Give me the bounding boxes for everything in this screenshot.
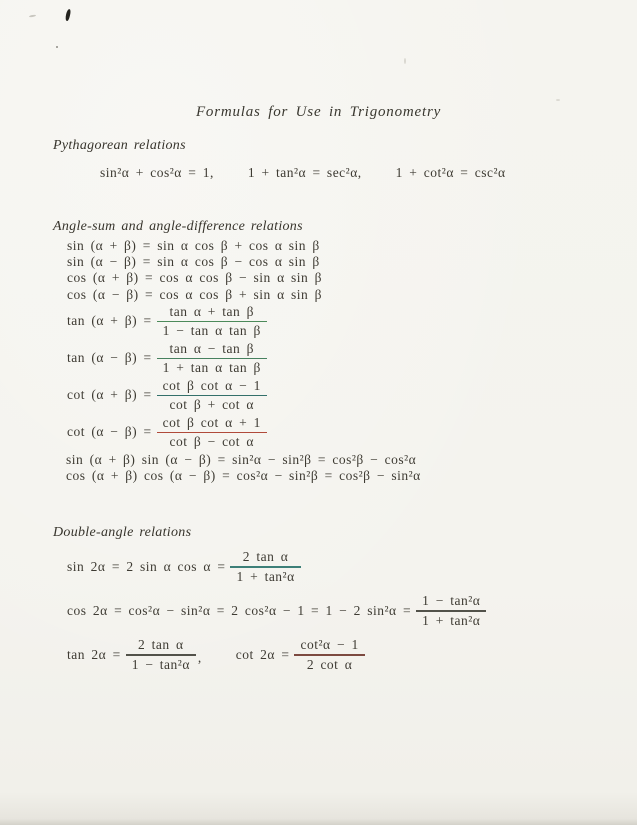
pythagorean-identities	[100, 165, 637, 181]
fraction-bar	[416, 610, 486, 612]
fraction-numerator: cot β cot α + 1	[162, 414, 261, 430]
fraction-bar	[294, 654, 364, 656]
formula-lhs: tan (α − β) =	[67, 350, 152, 366]
fraction-numerator: tan α + tan β	[169, 303, 255, 319]
formula-cot-csc-identity: 1 + cot²α = csc²α	[395, 165, 506, 180]
fraction-numerator: cot²α − 1	[300, 637, 359, 653]
fraction-bar	[157, 321, 267, 323]
fraction	[416, 593, 486, 629]
fraction-denominator: 1 + tan α tan β	[162, 360, 261, 376]
fraction-denominator: cot β − cot α	[169, 434, 255, 450]
page-title: Formulas for Use in Trigonometry	[195, 104, 442, 120]
formula-cos-product: cos (α + β) cos (α − β) = cos²α − sin²β = cos²β − sin²α	[66, 468, 421, 484]
formula-cos-difference: cos (α − β) = cos α cos β + sin α sin β	[67, 286, 323, 302]
fraction	[230, 549, 300, 585]
formula-lhs: cot 2α =	[235, 647, 290, 663]
formula-cot-sum	[0, 377, 637, 414]
formula-lhs: cos 2α = cos²α − sin²α = 2 cos²α − 1 = 1 − 2 sin²α =	[67, 603, 412, 619]
fraction-bar	[157, 395, 267, 397]
section-double-angle	[0, 525, 637, 675]
pen-mark	[65, 9, 72, 22]
fraction-numerator: cot β cot α − 1	[162, 377, 261, 393]
formula-sin-sum: sin (α + β) = sin α cos β + cos α sin β	[67, 238, 320, 253]
formula-tan-sec-identity: 1 + tan²α = sec²α,	[247, 165, 362, 180]
formula-tan-difference	[0, 340, 637, 377]
formula-cos-sum: cos (α + β) = cos α cos β − sin α sin β	[67, 270, 323, 286]
fraction-numerator: 2 tan α	[242, 549, 289, 565]
fraction	[294, 637, 364, 673]
formula-lhs: cot (α + β) =	[67, 387, 152, 403]
fraction-bar	[230, 566, 300, 568]
fraction-bar	[157, 358, 267, 360]
section-pythagorean	[0, 138, 637, 181]
scan-speck	[404, 58, 406, 64]
fraction	[157, 304, 267, 340]
fraction-denominator: 1 − tan²α	[131, 656, 190, 672]
formula-tan-sum	[0, 303, 637, 340]
fraction-denominator: 1 − tan α tan β	[162, 323, 261, 339]
fraction	[126, 637, 196, 673]
formula-sin-product: sin (α + β) sin (α − β) = sin²α − sin²β = cos²β − cos²α	[66, 451, 417, 467]
fraction-numerator: 1 − tan²α	[422, 593, 481, 609]
section-heading-double-angle: Double-angle relations	[53, 525, 192, 541]
fraction-numerator: tan α − tan β	[169, 340, 255, 356]
formula-tan-2a-cot-2a	[0, 635, 637, 675]
section-heading-pythagorean: Pythagorean relations	[53, 138, 186, 153]
fraction	[157, 341, 267, 377]
formula-sin-2a	[0, 548, 637, 586]
formula-sin-cos-identity: sin²α + cos²α = 1,	[100, 165, 214, 180]
section-angle-sum	[0, 219, 637, 484]
formula-sin-difference: sin (α − β) = sin α cos β − cos α sin β	[67, 254, 320, 270]
formula-lhs: sin 2α = 2 sin α cos α =	[67, 559, 226, 575]
scan-speck	[29, 14, 36, 17]
fraction-numerator: 2 tan α	[138, 637, 184, 653]
scan-speck	[556, 99, 560, 101]
formula-lhs: cot (α − β) =	[67, 424, 152, 440]
fraction	[157, 415, 267, 451]
fraction-bar	[126, 654, 196, 656]
fraction-denominator: 1 + tan²α	[422, 612, 481, 628]
fraction	[157, 378, 267, 414]
fraction-denominator: cot β + cot α	[169, 397, 255, 413]
comma-separator: ,	[197, 650, 202, 666]
scan-speck	[56, 46, 58, 48]
formula-lhs: tan (α + β) =	[67, 313, 152, 329]
formula-cot-difference	[0, 414, 637, 451]
angle-sum-plain-formulas	[67, 238, 637, 303]
formula-lhs: tan 2α =	[67, 647, 121, 663]
fraction-denominator: 2 cot α	[306, 656, 353, 672]
fraction-bar	[157, 432, 267, 434]
angle-sum-product-formulas	[66, 452, 637, 484]
fraction-denominator: 1 + tan²α	[236, 568, 295, 584]
formula-cos-2a	[0, 589, 637, 633]
section-heading-angle-sum: Angle-sum and angle-difference relations	[53, 219, 303, 234]
